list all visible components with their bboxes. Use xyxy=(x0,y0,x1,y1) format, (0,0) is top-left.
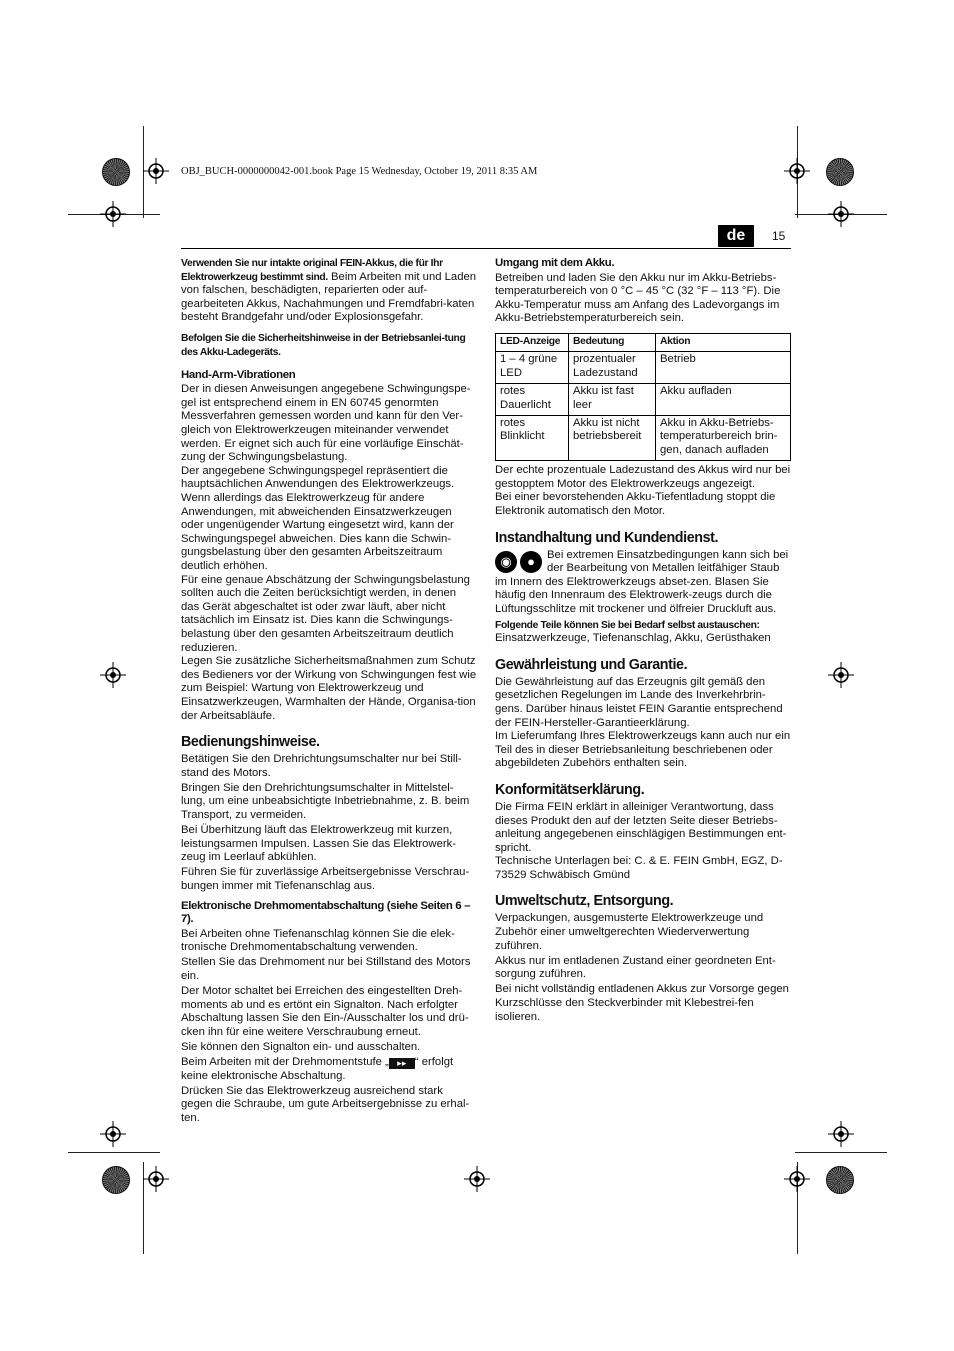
torque-paragraph: Stellen Sie das Drehmoment nur bei Stillstand des Motors ein. xyxy=(181,956,471,982)
battery-warning xyxy=(181,257,477,325)
language-tag: de xyxy=(718,225,754,247)
maintenance-icons xyxy=(495,551,542,573)
replaceable-parts: Einsatzwerkzeuge, Tiefenanschlag, Akku, Gerüsthaken xyxy=(495,632,771,645)
crop-line xyxy=(68,1152,160,1153)
right-column xyxy=(495,257,791,1026)
crosshair-icon xyxy=(784,158,810,184)
battery-paragraph: Der echte prozentuale Ladezustand des Akkus wird nur bei gestopptem Motor des Elektrowerkzeugs angezeigt. xyxy=(495,464,791,490)
torque-paragraph: Sie können den Signalton ein- und ausschalten. xyxy=(181,1040,421,1053)
operation-paragraph: Bringen Sie den Drehrichtungsumschalter in Mittelstel-lung, um eine unbeabsichtigte Inbetriebnahme, z. B. beim Transport, zu vermeiden. xyxy=(181,781,470,821)
color-dial-icon xyxy=(102,158,130,186)
table-cell: Akku aufladen xyxy=(656,384,791,416)
color-dial-icon xyxy=(826,1166,854,1194)
battery-paragraph: Bei einer bevorstehenden Akku-Tiefentladung stoppt die Elektronik automatisch den Motor. xyxy=(495,491,776,517)
operation-paragraph: Betätigen Sie den Drehrichtungsumschalter nur bei Still-stand des Motors. xyxy=(181,753,462,779)
torque-text: “ erfolgt keine elektronische Abschaltung. xyxy=(181,1056,454,1082)
operation-paragraph: Bei Überhitzung läuft das Elektrowerkzeug mit kurzen, leistungsarmen Impulsen. Lassen Sie das Elektrowerk-zeug im Leerlauf abkühlen. xyxy=(181,824,457,864)
conformity-heading: Konformitätserklärung. xyxy=(495,781,645,798)
maintenance-heading: Instandhaltung und Kundendienst. xyxy=(495,529,719,546)
environment-paragraph: Akkus nur im entladenen Zustand einer geordneten Ent-sorgung zuführen. xyxy=(495,954,776,981)
table-row xyxy=(496,384,791,416)
environment-paragraph: Bei nicht vollständig entladenen Akkus zur Vorsorge gegen Kurzschlüsse den Steckverbinder mit Klebestrei-fen isolieren. xyxy=(495,983,789,1023)
crosshair-icon xyxy=(784,1166,810,1192)
operation-heading: Bedienungshinweise. xyxy=(181,734,320,751)
environment-heading: Umweltschutz, Entsorgung. xyxy=(495,893,674,910)
torque-paragraph: Drücken Sie das Elektrowerkzeug ausreichend stark gegen die Schraube, um gute Arbeitsergebnisse zu erhal-ten. xyxy=(181,1084,470,1124)
torque-text: Beim Arbeiten mit der Drehmomentstufe „ xyxy=(181,1056,389,1069)
left-column xyxy=(181,257,477,1127)
table-cell: rotes Dauerlicht xyxy=(496,384,569,416)
table-cell: Akku ist fast leer xyxy=(569,384,656,416)
environment-paragraph: Verpackungen, ausgemusterte Elektrowerkzeuge und Zubehör einer umweltgerechten Wiederverwertung zuführen. xyxy=(495,912,764,952)
table-cell: Akku ist nicht betriebsbereit xyxy=(569,416,656,461)
battery-paragraph: Betreiben und laden Sie den Akku nur im Akku-Betriebs-temperaturbereich von 0 °C – 45 °C (32 °F – 113 °F). Die Akku-Temperatur muss am Anfang des Ladevorgangs im Akku-Betriebstemperaturbereich sein. xyxy=(495,271,781,325)
torque-heading: Elektronische Drehmomentabschaltung (siehe Seiten 6 – 7). xyxy=(181,899,471,926)
eye-protection-icon: ◉ xyxy=(495,551,517,573)
torque-paragraph: Der Motor schaltet bei Erreichen des eingestellten Dreh-moments ab und es ertönt ein Signalton. Nach erfolgter Abschaltung lassen Sie den Ein-/Ausschalter los und drü-cken ihn für eine weitere Verschraubung erneut. xyxy=(181,985,469,1038)
hearing-protection-icon: ● xyxy=(520,551,542,573)
torque-paragraph: Bei Arbeiten ohne Tiefenanschlag können Sie die elek-tronische Drehmomentabschaltung verwenden. xyxy=(181,927,455,954)
operation-paragraph: Führen Sie für zuverlässige Arbeitsergebnisse Verschrau-bungen immer mit Tiefenanschlag aus. xyxy=(181,866,470,892)
crosshair-icon xyxy=(828,662,854,688)
warranty-heading: Gewährleistung und Garantie. xyxy=(495,656,688,673)
conformity-paragraph: Die Firma FEIN erklärt in alleiniger Verantwortung, dass dieses Produkt den auf der letzten Seite dieser Betriebs-anleitung angegebenen einschlägigen Bestimmungen ent-spricht. xyxy=(495,800,787,854)
vibration-paragraph: Der angegebene Schwingungspegel repräsentiert die hauptsächlichen Anwendungen des Elektrowerkzeugs. Wenn allerdings das Elektrowerkzeug für andere Anwendungen, mit abweichenden Einsatzwerkzeugen oder ungenügender Wartung eingesetzt wird, kann der Schwingungspegel abweichen. Dies kann die Schwin-gungsbelastung über den gesamten Arbeitszeitraum deutlich erhöhen. xyxy=(181,464,455,572)
crop-line xyxy=(795,1152,887,1153)
maintenance-text: Bei extremen Einsatzbedingungen kann sich bei der Bearbeitung von Metallen leitfähiger Staub im Innern des Elektrowerkzeugs abset-zen. Blasen Sie häufig den Innenraum des Elektrowerk-zeugs durch die Lüftungsschlitze mit trockener und ölfreier Druckluft aus. xyxy=(495,548,789,615)
vibration-paragraph: Für eine genaue Abschätzung der Schwingungsbelastung sollten auch die Zeiten berücksichtigt werden, in denen das Gerät abgeschaltet ist oder zwar läuft, aber nicht tatsächlich im Einsatz ist. Dies kann die Schwingungs-belastung über den gesamten Arbeitszeitraum deutlich reduzieren. xyxy=(181,573,470,654)
battery-warning-bold: Verwenden Sie nur intakte original FEIN-Akkus, die für Ihr Elektrowerkzeug bestimmt sind. xyxy=(181,258,443,283)
table-cell: 1 – 4 grüne LED xyxy=(496,352,569,384)
crosshair-icon xyxy=(100,201,126,227)
table-row xyxy=(496,352,791,384)
vibration-paragraph: Legen Sie zusätzliche Sicherheitsmaßnahmen zum Schutz des Bedieners vor der Wirkung von Schwingungen fest wie zum Beispiel: Wartung von Elektrowerkzeug und Einsatzwerkzeugen, Warmhalten der Hände, Organisa-tion der Arbeitsabläufe. xyxy=(181,655,477,722)
crosshair-icon xyxy=(100,1121,126,1147)
crosshair-icon xyxy=(143,1166,169,1192)
warranty-paragraph: Im Lieferumfang Ihres Elektrowerkzeugs kann auch nur ein Teil des in dieser Betriebsanleitung beschriebenen oder abgebildeten Zubehörs enthalten sein. xyxy=(495,730,791,770)
drill-symbol-icon: ▸▸ xyxy=(389,1058,415,1069)
maintenance-paragraph xyxy=(495,549,791,617)
crosshair-icon xyxy=(828,201,854,227)
table-header-row xyxy=(496,333,791,351)
table-row xyxy=(496,416,791,461)
table-cell: Betrieb xyxy=(656,352,791,384)
replaceable-parts-heading: Folgende Teile können Sie bei Bedarf selbst austauschen: xyxy=(495,619,760,631)
color-dial-icon xyxy=(102,1166,130,1194)
book-info-line: OBJ_BUCH-0000000042-001.book Page 15 Wednesday, October 19, 2011 8:35 AM xyxy=(181,166,538,177)
header-rule xyxy=(181,248,791,249)
vibration-paragraph: Der in diesen Anweisungen angegebene Schwingungspe-gel ist entsprechend einem in EN 60745 genormten Messverfahren gemessen worden und kann für den Ver-gleich von Elektrowerkzeugen miteinander verwendet werden. Er eignet sich auch für eine vorläufige Einschät-zung der Schwingungsbelastung. xyxy=(181,383,471,464)
crosshair-icon xyxy=(464,1166,490,1192)
vibration-heading: Hand-Arm-Vibrationen xyxy=(181,368,296,381)
color-dial-icon xyxy=(826,158,854,186)
warranty-paragraph: Die Gewährleistung auf das Erzeugnis gilt gemäß den gesetzlichen Regelungen im Lande des Inverkehrbrin-gens. Darüber hinaus leistet FEIN Garantie entsprechend der FEIN-Hersteller-Garantieerklärung. xyxy=(495,675,783,729)
table-cell: Akku in Akku-Betriebs-temperaturbereich brin-gen, danach aufladen xyxy=(656,416,791,461)
battery-warning-text: Beim Arbeiten mit und Laden von falschen, beschädigten, reparierten oder auf-gearbeiteten Akkus, Nachahmungen und Fremdfabri-katen besteht Brandgefahr und/oder Explosionsgefahr. xyxy=(181,270,477,324)
page-number: 15 xyxy=(772,229,786,243)
torque-paragraph xyxy=(181,1056,477,1083)
led-table xyxy=(495,333,791,461)
conformity-paragraph: Technische Unterlagen bei: C. & E. FEIN GmbH, EGZ, D-73529 Schwäbisch Gmünd xyxy=(495,855,783,881)
crosshair-icon xyxy=(828,1121,854,1147)
table-cell: prozentualer Ladezustand xyxy=(569,352,656,384)
battery-heading: Umgang mit dem Akku. xyxy=(495,257,615,269)
crosshair-icon xyxy=(143,158,169,184)
charger-safety-note: Befolgen Sie die Sicherheitshinweise in der Betriebsanlei-tung des Akku-Ladegeräts. xyxy=(181,333,466,359)
crosshair-icon xyxy=(100,662,126,688)
table-header: LED-Anzeige xyxy=(496,333,569,351)
table-header: Bedeutung xyxy=(569,333,656,351)
table-header: Aktion xyxy=(656,333,791,351)
table-cell: rotes Blinklicht xyxy=(496,416,569,461)
